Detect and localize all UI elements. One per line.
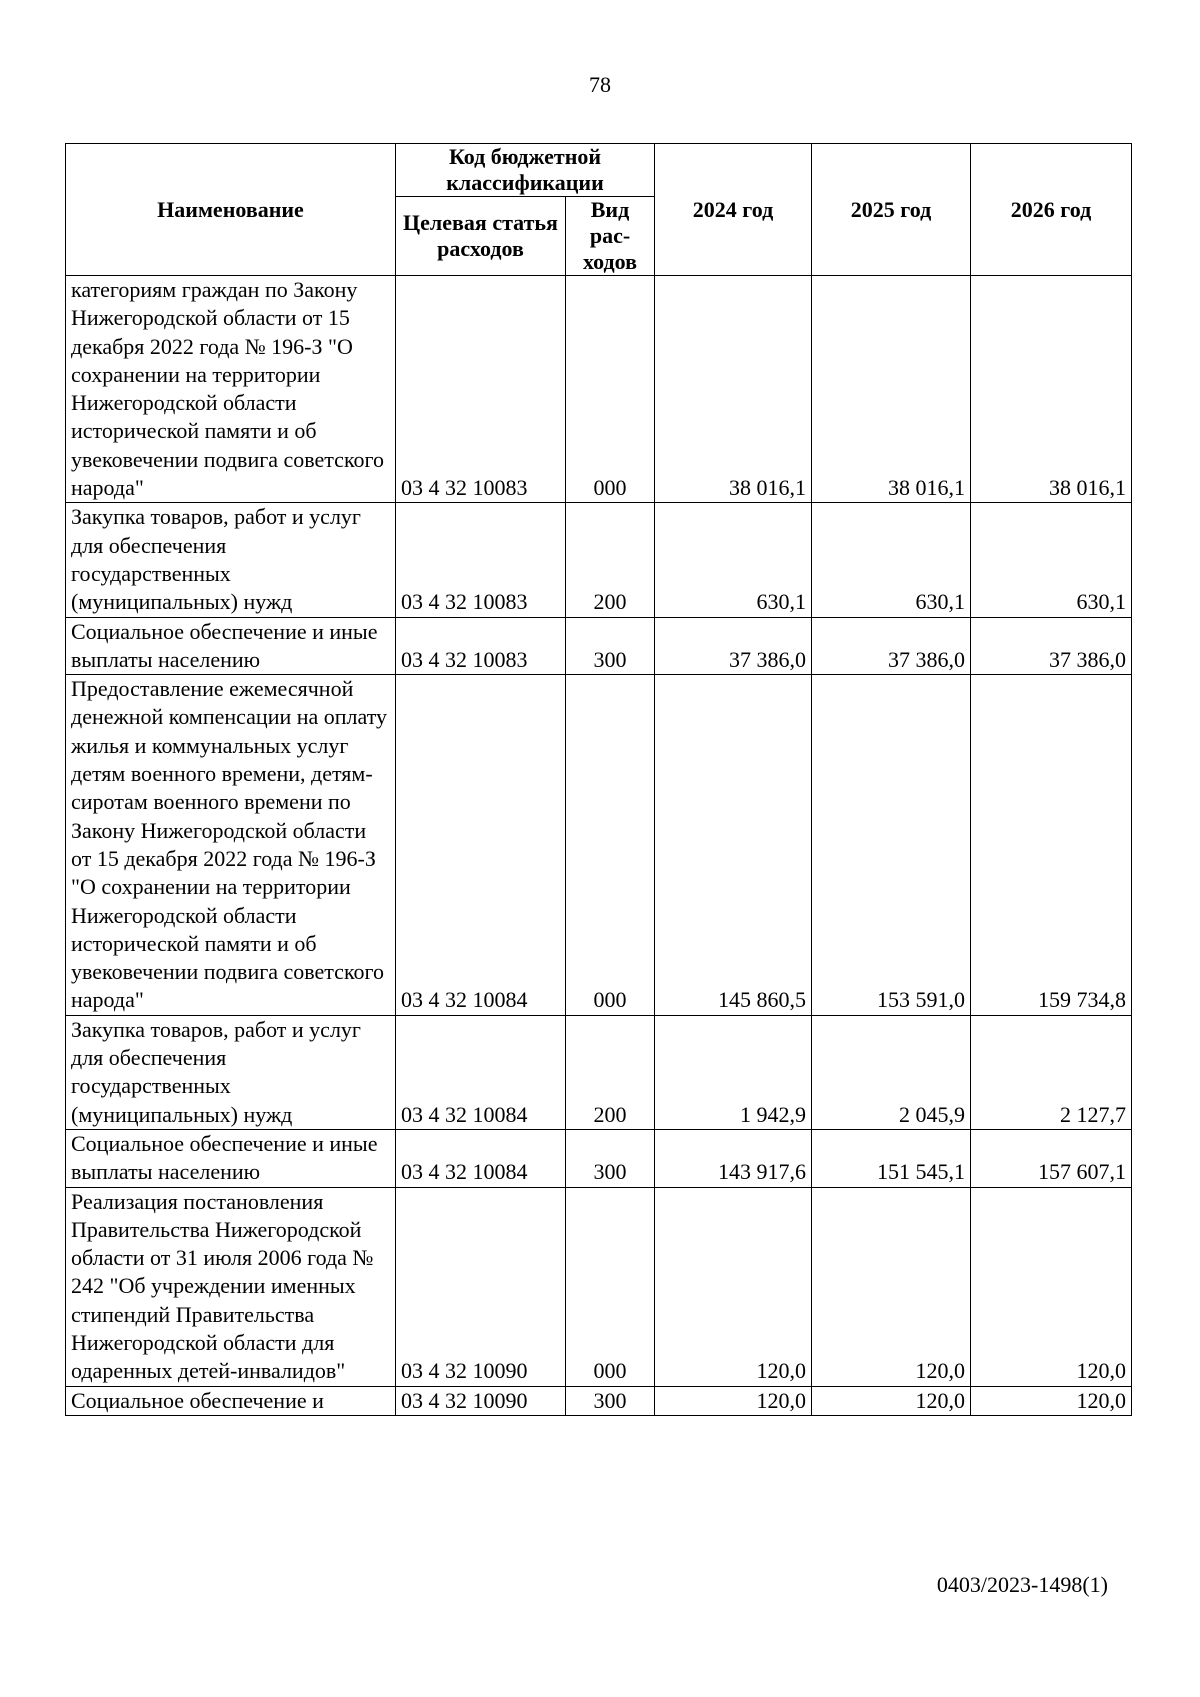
row-value-2026: 38 016,1 bbox=[971, 276, 1132, 503]
row-name: Социальное обеспечение и иные выплаты населению bbox=[66, 1129, 396, 1187]
row-name: Предоставление ежемесячной денежной компенсации на оплату жилья и коммунальных услуг детям военного времени, детям-сиротам военного времени по Закону Нижегородской области от 15 декабря 2022 года № 196-З "О сохранении на территории Нижегородской области исторической памяти и об увековечении подвига советского народа" bbox=[66, 675, 396, 1016]
header-2025: 2025 год bbox=[812, 144, 971, 276]
table-header bbox=[66, 144, 1132, 276]
header-expense-kind: Вид рас-ходов bbox=[566, 197, 655, 276]
header-2026: 2026 год bbox=[971, 144, 1132, 276]
table-row bbox=[66, 1386, 1132, 1415]
table-row bbox=[66, 503, 1132, 617]
header-target-article: Целевая статья расходов bbox=[396, 197, 566, 276]
row-target-article: 03 4 32 10090 bbox=[396, 1187, 566, 1386]
table-row bbox=[66, 1187, 1132, 1386]
row-value-2024: 120,0 bbox=[655, 1386, 812, 1415]
row-name: категориям граждан по Закону Нижегородской области от 15 декабря 2022 года № 196-З "О сохранении на территории Нижегородской области исторической памяти и об увековечении подвига советского народа" bbox=[66, 276, 396, 503]
row-target-article: 03 4 32 10083 bbox=[396, 617, 566, 675]
table-row bbox=[66, 1129, 1132, 1187]
row-value-2024: 120,0 bbox=[655, 1187, 812, 1386]
row-expense-kind: 300 bbox=[566, 1129, 655, 1187]
row-value-2024: 38 016,1 bbox=[655, 276, 812, 503]
budget-table bbox=[65, 143, 1132, 1416]
row-expense-kind: 300 bbox=[566, 617, 655, 675]
header-budget-code-group: Код бюджетной классификации bbox=[396, 144, 655, 197]
row-value-2024: 37 386,0 bbox=[655, 617, 812, 675]
row-target-article: 03 4 32 10084 bbox=[396, 675, 566, 1016]
row-value-2024: 145 860,5 bbox=[655, 675, 812, 1016]
row-expense-kind: 200 bbox=[566, 1015, 655, 1129]
row-target-article: 03 4 32 10083 bbox=[396, 503, 566, 617]
row-value-2026: 120,0 bbox=[971, 1187, 1132, 1386]
row-value-2025: 630,1 bbox=[812, 503, 971, 617]
row-target-article: 03 4 32 10084 bbox=[396, 1015, 566, 1129]
table-body bbox=[66, 276, 1132, 1416]
document-id: 0403/2023-1498(1) bbox=[936, 1572, 1108, 1597]
table-row bbox=[66, 276, 1132, 503]
row-expense-kind: 200 bbox=[566, 503, 655, 617]
row-value-2025: 120,0 bbox=[812, 1386, 971, 1415]
row-value-2025: 38 016,1 bbox=[812, 276, 971, 503]
row-value-2025: 2 045,9 bbox=[812, 1015, 971, 1129]
row-expense-kind: 300 bbox=[566, 1386, 655, 1415]
row-value-2024: 143 917,6 bbox=[655, 1129, 812, 1187]
row-name: Социальное обеспечение и иные выплаты населению bbox=[66, 617, 396, 675]
row-name: Закупка товаров, работ и услуг для обеспечения государственных (муниципальных) нужд bbox=[66, 1015, 396, 1129]
row-value-2025: 151 545,1 bbox=[812, 1129, 971, 1187]
row-value-2025: 37 386,0 bbox=[812, 617, 971, 675]
row-value-2026: 2 127,7 bbox=[971, 1015, 1132, 1129]
row-value-2026: 37 386,0 bbox=[971, 617, 1132, 675]
page-number: 78 bbox=[589, 72, 611, 97]
row-value-2024: 630,1 bbox=[655, 503, 812, 617]
row-value-2025: 120,0 bbox=[812, 1187, 971, 1386]
row-target-article: 03 4 32 10084 bbox=[396, 1129, 566, 1187]
table-row bbox=[66, 1015, 1132, 1129]
row-name: Реализация постановления Правительства Нижегородской области от 31 июля 2006 года № 242 "Об учреждении именных стипендий Правительства Нижегородской области для одаренных детей-инвалидов" bbox=[66, 1187, 396, 1386]
row-target-article: 03 4 32 10090 bbox=[396, 1386, 566, 1415]
row-value-2025: 153 591,0 bbox=[812, 675, 971, 1016]
row-expense-kind: 000 bbox=[566, 276, 655, 503]
row-name: Закупка товаров, работ и услуг для обеспечения государственных (муниципальных) нужд bbox=[66, 503, 396, 617]
row-expense-kind: 000 bbox=[566, 1187, 655, 1386]
row-value-2026: 630,1 bbox=[971, 503, 1132, 617]
row-value-2026: 157 607,1 bbox=[971, 1129, 1132, 1187]
row-expense-kind: 000 bbox=[566, 675, 655, 1016]
table-row bbox=[66, 617, 1132, 675]
header-2024: 2024 год bbox=[655, 144, 812, 276]
row-value-2026: 120,0 bbox=[971, 1386, 1132, 1415]
row-target-article: 03 4 32 10083 bbox=[396, 276, 566, 503]
header-name: Наименование bbox=[66, 144, 396, 276]
row-name: Социальное обеспечение и bbox=[66, 1386, 396, 1415]
table-row bbox=[66, 675, 1132, 1016]
row-value-2024: 1 942,9 bbox=[655, 1015, 812, 1129]
row-value-2026: 159 734,8 bbox=[971, 675, 1132, 1016]
